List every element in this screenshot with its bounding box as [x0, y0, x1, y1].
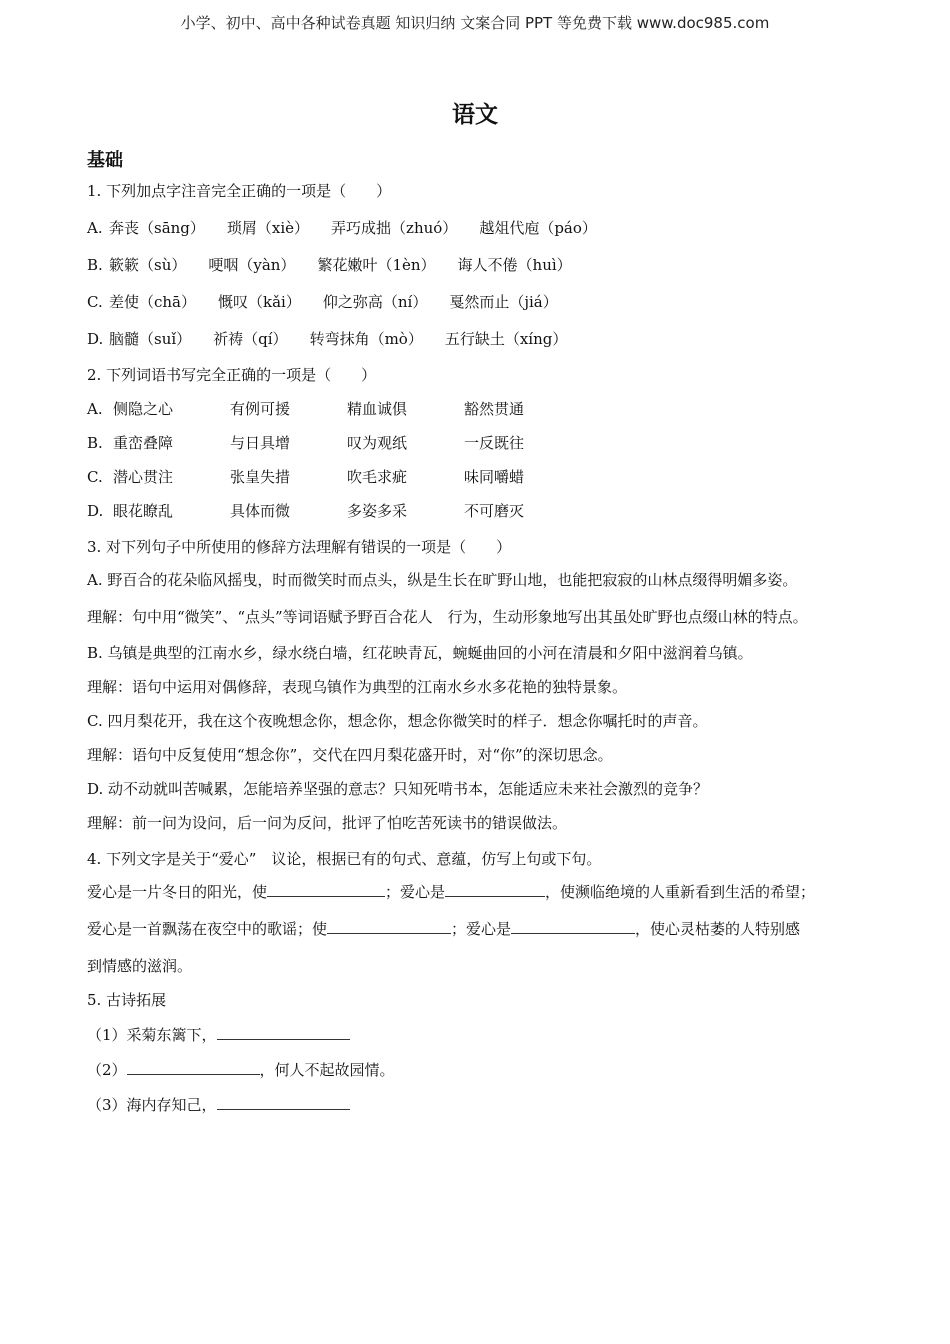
q1-option-d	[87, 328, 867, 350]
fill-in-blank[interactable]	[445, 880, 545, 897]
q2-option-d	[87, 500, 867, 522]
option-word: 张皇失措	[230, 468, 291, 486]
option-word: 具体而微	[230, 502, 291, 520]
q4-text: 爱心是一首飘荡在夜空中的歌谣；使	[87, 920, 328, 938]
section-heading: 基础	[87, 150, 123, 171]
option-word: 潜心贯注	[113, 468, 174, 486]
option-word: 眼花瞭乱	[113, 502, 174, 520]
option-letter: D.	[87, 502, 104, 520]
option-letter: B.	[87, 434, 103, 452]
q4-line-1	[87, 874, 867, 911]
poem-text: （1）采菊东篱下，	[87, 1026, 217, 1044]
option-word: 一反既往	[464, 434, 525, 452]
option-word: 吹毛求疵	[347, 468, 408, 486]
q1-stem: 1. 下列加点字注音完全正确的一项是（ ）	[87, 182, 392, 200]
fill-in-blank[interactable]	[511, 917, 635, 934]
poem-text: （2）	[87, 1061, 127, 1079]
q1-option-a	[87, 217, 867, 239]
q3-option-d-note: 理解：前一问为设问，后一问为反问，批评了怕吃苦死读书的错误做法。	[87, 814, 568, 832]
q2-option-b	[87, 432, 867, 454]
option-item: 仰之弥高（ní）	[322, 293, 428, 311]
option-word: 不可磨灭	[464, 502, 525, 520]
option-item: 脑髓（suǐ）	[109, 330, 192, 348]
option-item: 哽咽（yàn）	[208, 256, 296, 274]
option-letter: A.	[87, 219, 103, 237]
option-word: 味同嚼蜡	[464, 468, 525, 486]
fill-in-blank[interactable]	[127, 1058, 260, 1075]
option-item: 簌簌（sù）	[109, 256, 187, 274]
q4-line-3: 到情感的滋润。	[87, 957, 193, 975]
option-item: 弄巧成拙（zhuó）	[331, 219, 458, 237]
q3-option-b-note: 理解：语句中运用对偶修辞，表现乌镇作为典型的江南水乡水多花艳的独特景象。	[87, 678, 628, 696]
option-word: 侧隐之心	[113, 400, 174, 418]
q4-text: 爱心是一片冬日的阳光，使	[87, 883, 268, 901]
option-letter: D.	[87, 330, 104, 348]
fill-in-blank[interactable]	[217, 1093, 350, 1110]
option-word: 有例可援	[230, 400, 291, 418]
q3-option-c-note: 理解：语句中反复使用“想念你”，交代在四月梨花盛开时，对“你”的深切思念。	[87, 746, 613, 764]
page-title: 语文	[452, 102, 498, 128]
exam-content	[87, 146, 867, 1116]
q3-option-d: D. 动不动就叫苦喊累，怎能培养坚强的意志？只知死啃书本，怎能适应未来社会激烈的竞争？	[87, 780, 709, 798]
q2-stem: 2. 下列词语书写完全正确的一项是（ ）	[87, 366, 377, 384]
option-letter: C.	[87, 293, 103, 311]
q3-option-c: C. 四月梨花开，我在这个夜晚想念你，想念你，想念你微笑时的样子．想念你嘱托时的声音。	[87, 712, 708, 730]
q3-option-b: B. 乌镇是典型的江南水乡，绿水绕白墙，红花映青瓦，蜿蜒曲回的小河在清晨和夕阳中滋润着乌镇。	[87, 644, 753, 662]
q5-stem: 5. 古诗拓展	[87, 991, 167, 1009]
q2-option-a	[87, 398, 867, 420]
option-item: 慨叹（kǎi）	[218, 293, 301, 311]
q4-text: ，使心灵枯萎的人特别感	[635, 920, 801, 938]
option-item: 差使（chā）	[109, 293, 197, 311]
q3-option-a: A. 野百合的花朵临风摇曳，时而微笑时而点头，纵是生长在旷野山地，也能把寂寂的山林点缀得明媚多姿。	[87, 571, 798, 589]
fill-in-blank[interactable]	[217, 1023, 350, 1040]
option-word: 与日具增	[230, 434, 291, 452]
q4-text: ；爱心是	[451, 920, 512, 938]
option-item: 越俎代庖（páo）	[479, 219, 597, 237]
q4-stem: 4. 下列文字是关于“爱心” 议论，根据已有的句式、意蕴，仿写上句或下句。	[87, 850, 602, 868]
option-word: 精血诚俱	[347, 400, 408, 418]
q5-item-3	[87, 1093, 867, 1116]
q4-text: ；爱心是	[385, 883, 446, 901]
q2-option-c	[87, 466, 867, 488]
option-letter: B.	[87, 256, 103, 274]
option-word: 多姿多采	[347, 502, 408, 520]
option-item: 奔丧（sāng）	[109, 219, 205, 237]
q1-option-c	[87, 291, 867, 313]
fill-in-blank[interactable]	[327, 917, 451, 934]
fill-in-blank[interactable]	[267, 880, 385, 897]
q4-line-2	[87, 911, 867, 948]
option-item: 诲人不倦（huì）	[457, 256, 572, 274]
q4-text: ，使濒临绝境的人重新看到生活的希望；	[545, 883, 816, 901]
option-item: 祈祷（qí）	[213, 330, 288, 348]
option-item: 繁花嫩叶（1èn）	[317, 256, 436, 274]
option-word: 重峦叠障	[113, 434, 174, 452]
q5-item-2	[87, 1058, 867, 1081]
q1-option-b	[87, 254, 867, 276]
option-item: 五行缺土（xíng）	[444, 330, 568, 348]
option-item: 戛然而止（jiá）	[449, 293, 558, 311]
option-item: 琐屑（xiè）	[226, 219, 310, 237]
option-item: 转弯抹角（mò）	[309, 330, 423, 348]
option-letter: A.	[87, 400, 103, 418]
page-header-banner: 小学、初中、高中各种试卷真题 知识归纳 文案合同 PPT 等免费下载 www.doc985.com	[180, 14, 770, 32]
option-word: 豁然贯通	[464, 400, 525, 418]
q3-stem: 3. 对下列句子中所使用的修辞方法理解有错误的一项是（ ）	[87, 538, 512, 556]
option-letter: C.	[87, 468, 103, 486]
q3-option-a-note: 理解：句中用“微笑”、“点头”等词语赋予野百合花人 行为，生动形象地写出其虽处旷野也点缀山林的特点。	[87, 608, 808, 626]
poem-text: ，何人不起故园情。	[259, 1061, 395, 1079]
option-word: 叹为观纸	[347, 434, 408, 452]
q5-item-1	[87, 1023, 867, 1046]
poem-text: （3）海内存知己，	[87, 1096, 217, 1114]
